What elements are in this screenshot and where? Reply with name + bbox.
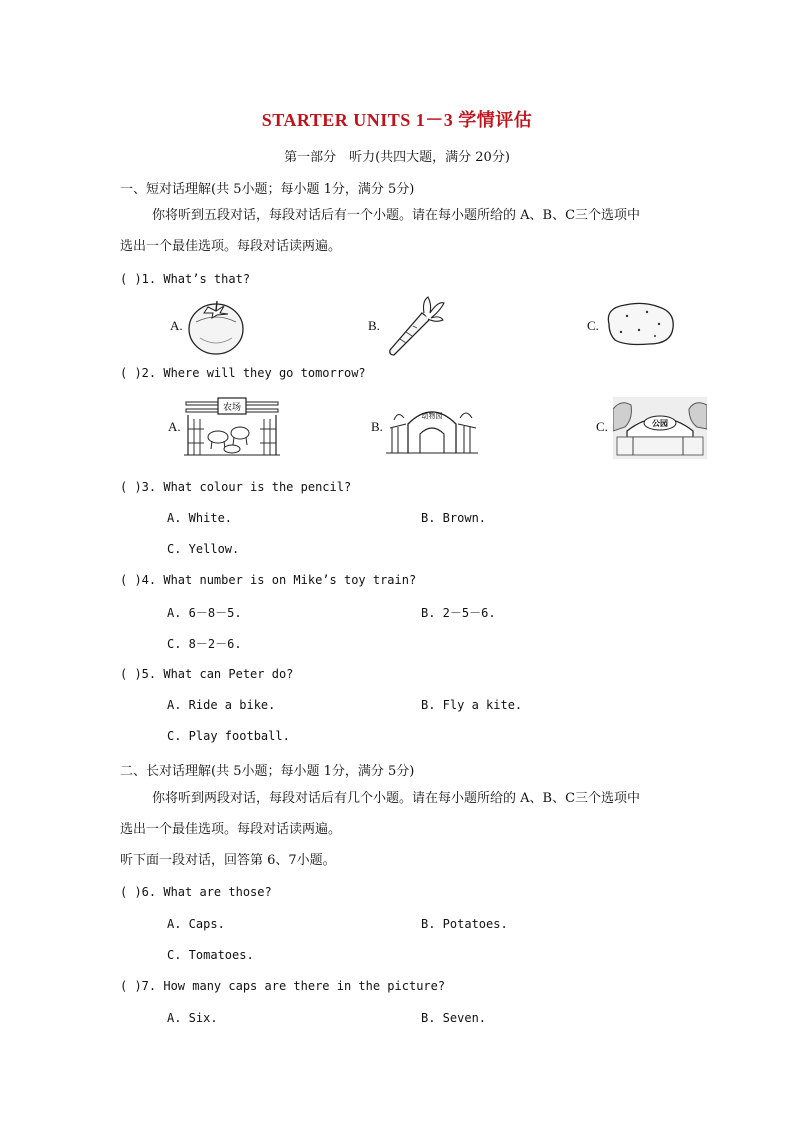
q6-option-a: A. Caps. xyxy=(167,917,225,931)
q7-option-a: A. Six. xyxy=(167,1011,218,1025)
q2-option-a-label: A. xyxy=(168,419,181,434)
part-subtitle: 第一部分 听力(共四大题，满分 20分) xyxy=(284,150,510,165)
section2-heading: 二、长对话理解(共 5小题；每小题 1分，满分 5分) xyxy=(120,764,415,779)
section1-instr-line2: 选出一个最佳选项。每段对话读两遍。 xyxy=(120,239,342,254)
zoo-gate-icon xyxy=(386,398,478,456)
q6-option-b: B. Potatoes. xyxy=(421,917,508,931)
q4-option-b: B. 2－5－6. xyxy=(421,606,496,620)
question-7-stem: ( )7. How many caps are there in the picture? xyxy=(120,979,446,993)
q4-option-a: A. 6－8－5. xyxy=(167,606,242,620)
potato-icon xyxy=(603,300,677,348)
tomato-icon xyxy=(186,298,246,356)
q4-option-c: C. 8－2－6. xyxy=(167,637,242,651)
park-sign-text: 公园 xyxy=(652,419,668,428)
q5-option-c: C. Play football. xyxy=(167,729,290,743)
question-3-stem: ( )3. What colour is the pencil? xyxy=(120,480,352,494)
question-6-stem: ( )6. What are those? xyxy=(120,885,272,899)
park-icon xyxy=(613,397,707,459)
section2-sub-instruction: 听下面一段对话，回答第 6、7小题。 xyxy=(120,853,336,868)
farm-icon xyxy=(184,397,280,459)
section2-instr-line1: 你将听到两段对话，每段对话后有几个小题。请在每小题所给的 A、B、C三个选项中 xyxy=(152,791,641,806)
q3-option-a: A. White. xyxy=(167,511,233,525)
q3-option-b: B. Brown. xyxy=(421,511,487,525)
page-title: STARTER UNITS 1－3 学情评估 xyxy=(261,110,533,130)
question-5-stem: ( )5. What can Peter do? xyxy=(120,667,294,681)
q3-option-c: C. Yellow. xyxy=(167,542,240,556)
q1-option-b-label: B. xyxy=(368,318,380,333)
section1-instructions xyxy=(120,200,640,262)
q1-option-c-label: C. xyxy=(587,318,599,333)
section2-instr-line2: 选出一个最佳选项。每段对话读两遍。 xyxy=(120,822,342,837)
q7-option-b: B. Seven. xyxy=(421,1011,487,1025)
section1-heading: 一、短对话理解(共 5小题；每小题 1分，满分 5分) xyxy=(120,182,415,197)
section1-instr-line1: 你将听到五段对话，每段对话后有一个小题。请在每小题所给的 A、B、C三个选项中 xyxy=(152,208,641,223)
q5-option-a: A. Ride a bike. xyxy=(167,698,276,712)
q5-option-b: B. Fly a kite. xyxy=(421,698,523,712)
carrot-icon xyxy=(386,293,446,359)
question-1-stem: ( )1. What’s that? xyxy=(120,272,251,286)
q2-option-b-label: B. xyxy=(371,419,383,434)
q6-option-c: C. Tomatoes. xyxy=(167,948,254,962)
farm-sign-text: 农场 xyxy=(222,403,242,413)
question-4-stem: ( )4. What number is on Mike’s toy train? xyxy=(120,573,417,587)
q2-option-c-label: C. xyxy=(596,419,608,434)
zoo-sign-text: 动物园 xyxy=(421,412,443,420)
section2-instructions xyxy=(120,783,640,876)
question-2-stem: ( )2. Where will they go tomorrow? xyxy=(120,366,366,380)
q1-option-a-label: A. xyxy=(170,318,183,333)
